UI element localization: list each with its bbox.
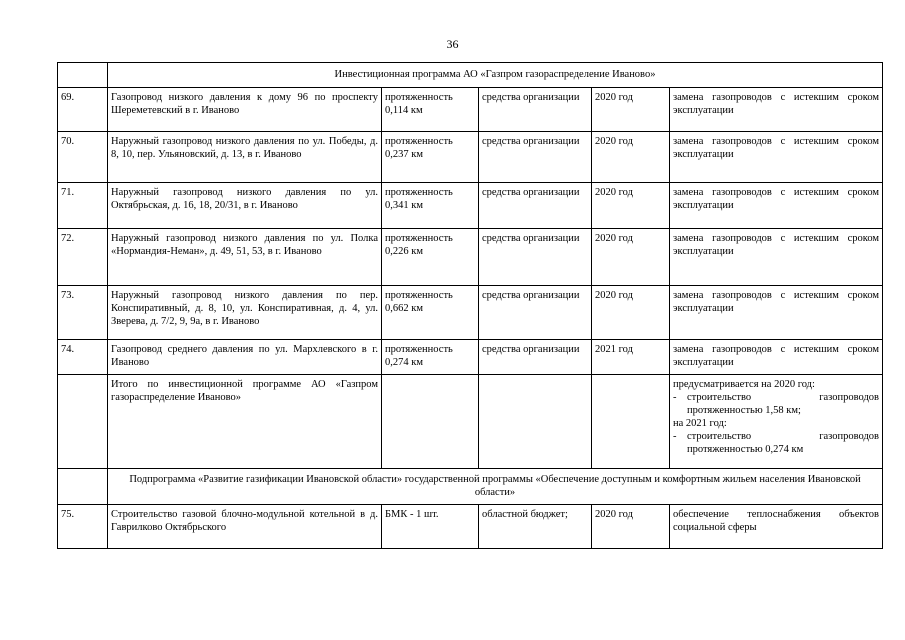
- row-number: 69.: [58, 88, 108, 132]
- row-number: 72.: [58, 229, 108, 286]
- table-row: [58, 183, 883, 229]
- funding-source: областной бюджет;: [479, 505, 592, 549]
- funding-source: средства организации: [479, 229, 592, 286]
- table-row: [58, 88, 883, 132]
- total-line-2021: на 2021 год:: [673, 418, 727, 429]
- table-row: [58, 340, 883, 375]
- capacity: протяженность 0,341 км: [382, 183, 479, 229]
- capacity: протяженность 0,114 км: [382, 88, 479, 132]
- empty-cell: [58, 63, 108, 88]
- object-name: Строительство газовой блочно-модульной котельной в д. Гаврилково Октябрьского: [108, 505, 382, 549]
- total-item-2021: - строительство газопроводов протяженностью 0,274 км: [673, 431, 880, 455]
- funding-source: средства организации: [479, 132, 592, 183]
- table-row: [58, 505, 883, 549]
- implementation-year: 2020 год: [592, 88, 670, 132]
- program-header-row: [58, 63, 883, 88]
- capacity: протяженность 0,226 км: [382, 229, 479, 286]
- row-number: 73.: [58, 286, 108, 340]
- funding-source: средства организации: [479, 286, 592, 340]
- investment-table: [57, 62, 883, 549]
- funding-source: средства организации: [479, 183, 592, 229]
- funding-source: средства организации: [479, 88, 592, 132]
- row-number: 71.: [58, 183, 108, 229]
- capacity: протяженность 0,237 км: [382, 132, 479, 183]
- purpose: замена газопроводов с истекшим сроком эксплуатации: [670, 88, 883, 132]
- purpose: замена газопроводов с истекшим сроком эксплуатации: [670, 229, 883, 286]
- object-name: Наружный газопровод низкого давления по ул. Победы, д. 8, 10, пер. Ульяновский, д. 13, в г. Иваново: [108, 132, 382, 183]
- implementation-year: 2020 год: [592, 229, 670, 286]
- row-number: 70.: [58, 132, 108, 183]
- total-item-2020: - строительство газопроводов протяженностью 1,58 км;: [673, 392, 880, 416]
- implementation-year: 2020 год: [592, 132, 670, 183]
- object-name: Газопровод низкого давления к дому 96 по проспекту Шереметевский в г. Иваново: [108, 88, 382, 132]
- object-name: Газопровод среднего давления по ул. Мархлевского в г. Иваново: [108, 340, 382, 375]
- total-label: Итого по инвестиционной программе АО «Газпром газораспределение Иваново»: [108, 375, 382, 469]
- total-line-2020: предусматривается на 2020 год:: [673, 379, 815, 390]
- purpose: замена газопроводов с истекшим сроком эксплуатации: [670, 183, 883, 229]
- capacity: протяженность 0,274 км: [382, 340, 479, 375]
- total-description: [670, 375, 883, 469]
- implementation-year: 2020 год: [592, 505, 670, 549]
- total-row: [58, 375, 883, 469]
- purpose: обеспечение теплоснабжения объектов социальной сферы: [670, 505, 883, 549]
- capacity: БМК - 1 шт.: [382, 505, 479, 549]
- empty-cell: [382, 375, 479, 469]
- implementation-year: 2021 год: [592, 340, 670, 375]
- table-row: [58, 286, 883, 340]
- purpose: замена газопроводов с истекшим сроком эксплуатации: [670, 340, 883, 375]
- implementation-year: 2020 год: [592, 286, 670, 340]
- empty-cell: [592, 375, 670, 469]
- capacity: протяженность 0,662 км: [382, 286, 479, 340]
- object-name: Наружный газопровод низкого давления по ул. Октябрьская, д. 16, 18, 20/31, в г. Иваново: [108, 183, 382, 229]
- object-name: Наружный газопровод низкого давления по пер. Конспиративный, д. 8, 10, ул. Конспиративная, д. 4, ул. Зверева, д. 7/2, 9, 9а, в г. Иваново: [108, 286, 382, 340]
- purpose: замена газопроводов с истекшим сроком эксплуатации: [670, 132, 883, 183]
- purpose: замена газопроводов с истекшим сроком эксплуатации: [670, 286, 883, 340]
- page-number: 36: [446, 37, 459, 51]
- row-number: 74.: [58, 340, 108, 375]
- empty-cell: [58, 469, 108, 505]
- implementation-year: 2020 год: [592, 183, 670, 229]
- subprogram-header-row: [58, 469, 883, 505]
- funding-source: средства организации: [479, 340, 592, 375]
- program-header: Инвестиционная программа АО «Газпром газораспределение Иваново»: [108, 63, 883, 88]
- object-name: Наружный газопровод низкого давления по ул. Полка «Нормандия-Неман», д. 49, 51, 53, в г. Иваново: [108, 229, 382, 286]
- row-number: 75.: [58, 505, 108, 549]
- empty-cell: [479, 375, 592, 469]
- subprogram-header: Подпрограмма «Развитие газификации Ивановской области» государственной программы «Обеспечение доступным и комфортным жильем населения Ивановской области»: [108, 469, 883, 505]
- empty-cell: [58, 375, 108, 469]
- table-row: [58, 229, 883, 286]
- table-row: [58, 132, 883, 183]
